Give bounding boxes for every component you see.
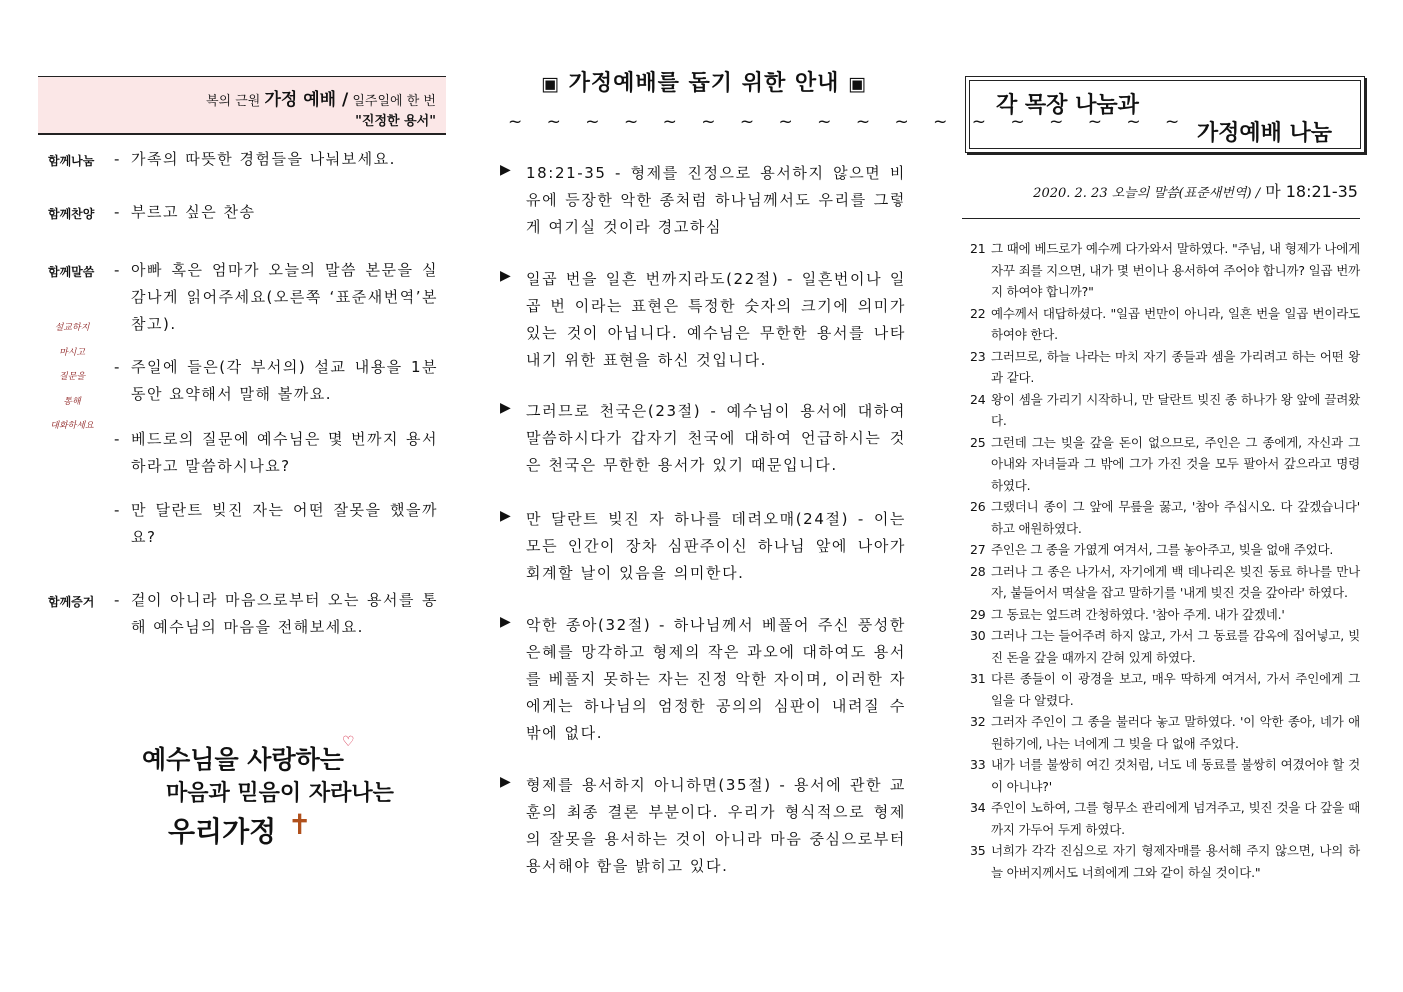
calligraphy-logo — [142, 734, 394, 848]
verse-number: 23 — [970, 348, 986, 364]
verse-text: 주인은 그 종을 가엾게 여겨서, 그를 놓아주고, 빚을 없애 주었다. — [991, 542, 1334, 557]
section-item: - 아빠 혹은 엄마가 오늘의 말씀 본문을 실감나게 읽어주세요(오른쪽 ‘표준새번역’본 참고). — [114, 261, 438, 333]
calligraphy-line-2: 마음과 믿음이 자라나는 — [166, 780, 394, 806]
verse-number: 32 — [970, 714, 986, 729]
verse-item — [970, 496, 1360, 539]
verse-text: 그러자 주인이 그 종을 불러다 놓고 말하였다. '이 악한 종아, 네가 애원하기에, 나는 너에게 그 빚을 다 없애 주었다. — [991, 714, 1360, 751]
section-label: 함께증거 — [48, 595, 95, 609]
verse-list — [970, 238, 1360, 883]
verse-item — [970, 539, 1360, 561]
verse-number: 25 — [970, 434, 986, 450]
verse-text: 너희가 각각 진심으로 자기 형제자매를 용서해 주지 않으면, 나의 하늘 아버지께서도 너희에게 그와 같이 하실 것이다." — [991, 843, 1360, 880]
heart-icon: ♡ — [342, 734, 355, 750]
verse-text: 그러나 그는 들어주려 하지 않고, 가서 그 동료를 감옥에 집어넣고, 빚진 돈을 갚을 때까지 갇혀 있게 하였다. — [991, 628, 1360, 665]
verse-item — [970, 797, 1360, 840]
verse-number: 31 — [970, 671, 986, 686]
verse-item — [970, 346, 1360, 389]
section-label: 함께찬양 — [48, 207, 95, 221]
verse-number: 24 — [970, 391, 986, 407]
verse-item — [970, 561, 1360, 604]
section-item: - 부르고 싶은 찬송 — [114, 203, 256, 221]
verse-number: 22 — [970, 305, 986, 321]
section-label: 함께나눔 — [48, 154, 95, 168]
verse-item — [970, 625, 1360, 668]
worship-header — [38, 76, 446, 135]
section-item: - 만 달란트 빚진 자는 어떤 잘못을 했을까요? — [114, 501, 438, 546]
calligraphy-line-1: 예수님을 사랑하는 — [142, 745, 344, 774]
cross-icon: ✝ — [288, 808, 312, 841]
section-item: - 겉이 아니라 마음으로부터 오는 용서를 통해 예수님의 마음을 전해보세요. — [114, 591, 438, 636]
divider-line — [962, 218, 1360, 219]
date-reference-line — [1033, 179, 1358, 202]
header-prefix: 복의 근원 — [205, 94, 261, 109]
guide-title: ▣ 가정예배를 돕기 위한 안내 ▣ — [540, 71, 867, 96]
tilde-divider: ~ ~ ~ ~ ~ ~ ~ ~ ~ ~ ~ ~ ~ ~ ~ ~ ~ ~ — [508, 112, 1189, 132]
square-icon: ▣ — [540, 73, 560, 95]
verse-item — [970, 840, 1360, 883]
verse-text: 그러므로, 하늘 나라는 마치 자기 종들과 셈을 가리려고 하는 어떤 왕과 같다. — [991, 348, 1360, 385]
verse-text: 다른 종들이 이 광경을 보고, 매우 딱하게 여겨서, 가서 주인에게 그 일을 다 알렸다. — [991, 671, 1360, 708]
verse-item — [970, 432, 1360, 497]
verse-number: 33 — [970, 757, 986, 772]
verse-item — [970, 668, 1360, 711]
arrow-icon: ▶ — [500, 774, 511, 790]
verse-number: 28 — [970, 563, 986, 579]
section-item: - 베드로의 질문에 예수님은 몇 번까지 용서하라고 말씀하시나요? — [114, 430, 438, 475]
verse-text: 그 동료는 엎드려 간청하였다. '참아 주게. 내가 갚겠네.' — [991, 606, 1285, 622]
verse-text: 내가 너를 불쌍히 여긴 것처럼, 너도 네 동료를 불쌍히 여겼어야 할 것이 아니냐?' — [991, 757, 1360, 794]
verse-item — [970, 303, 1360, 346]
verse-text: 그랬더니 종이 그 앞에 무릎을 꿇고, '참아 주십시오. 다 갚겠습니다' 하고 애원하였다. — [991, 499, 1360, 536]
verse-text: 주인이 노하여, 그를 형무소 관리에게 넘겨주고, 빚진 것을 다 갚을 때까지 가두어 두게 하였다. — [991, 800, 1360, 837]
arrow-icon: ▶ — [500, 508, 511, 524]
section-label: 함께말씀 — [48, 265, 95, 279]
verse-number: 27 — [970, 542, 986, 557]
verse-item — [970, 238, 1360, 303]
section-item: - 주일에 들은(각 부서의) 설교 내용을 1분 동안 요약해서 말해 볼까요. — [114, 358, 438, 403]
verse-text: 예수께서 대답하셨다. "일곱 번만이 아니라, 일흔 번을 일곱 번이라도 하여야 한다. — [991, 305, 1360, 342]
section-item: - 가족의 따뜻한 경험들을 나눠보세요. — [114, 150, 396, 168]
arrow-icon: ▶ — [500, 268, 511, 284]
verse-text: 그런데 그는 빚을 갚을 돈이 없으므로, 주인은 그 종에게, 자신과 그 아내와 자녀들과 그 밖에 그가 가진 것을 모두 팔아서 갚으라고 명령하였다. — [991, 434, 1360, 493]
verse-text: 왕이 셈을 가리기 시작하니, 만 달란트 빚진 종 하나가 왕 앞에 끌려왔다. — [991, 391, 1360, 428]
verse-item — [970, 711, 1360, 754]
header-subtitle: "진정한 용서" — [355, 114, 436, 129]
title-line-1: 각 목장 나눔과 — [996, 93, 1139, 118]
verse-item — [970, 604, 1360, 626]
verse-number: 35 — [970, 843, 986, 858]
side-note: 설교하지 마시고 질문을 통해 대화하세요 — [50, 323, 94, 431]
verse-number: 26 — [970, 499, 986, 514]
sharing-title-box — [965, 76, 1365, 153]
date-text: 2020. 2. 23 오늘의 말씀(표준새번역) / — [1033, 186, 1261, 201]
verse-text: 그 때에 베드로가 예수께 다가와서 말하였다. "주님, 내 형제가 나에게 자꾸 죄를 지으면, 내가 몇 번이나 용서하여 주어야 합니까? 일곱 번까지 하여야 합니까?" — [991, 241, 1360, 299]
verse-number: 30 — [970, 628, 986, 643]
worship-header-title — [206, 85, 436, 110]
verse-number: 34 — [970, 800, 986, 815]
header-title: 가정 예배 / — [264, 90, 349, 110]
arrow-icon: ▶ — [500, 162, 511, 178]
title-line-2: 가정예배 나눔 — [1196, 121, 1332, 146]
verse-text: 그러나 그 종은 나가서, 자기에게 백 데나리온 빚진 동료 하나를 만나자, 붙들어서 멱살을 잡고 말하기를 '내게 빚진 것을 갚아라' 하였다. — [991, 563, 1360, 600]
verse-item — [970, 389, 1360, 432]
header-suffix: 일주일에 한 번 — [352, 94, 436, 109]
calligraphy-line-3: 우리가정 — [168, 815, 277, 848]
verse-item — [970, 754, 1360, 797]
scripture-reference: 마 18:21-35 — [1265, 182, 1358, 201]
arrow-icon: ▶ — [500, 400, 511, 416]
verse-number: 29 — [970, 606, 986, 622]
verse-number: 21 — [970, 241, 986, 256]
square-icon: ▣ — [848, 73, 867, 95]
arrow-icon: ▶ — [500, 614, 511, 630]
